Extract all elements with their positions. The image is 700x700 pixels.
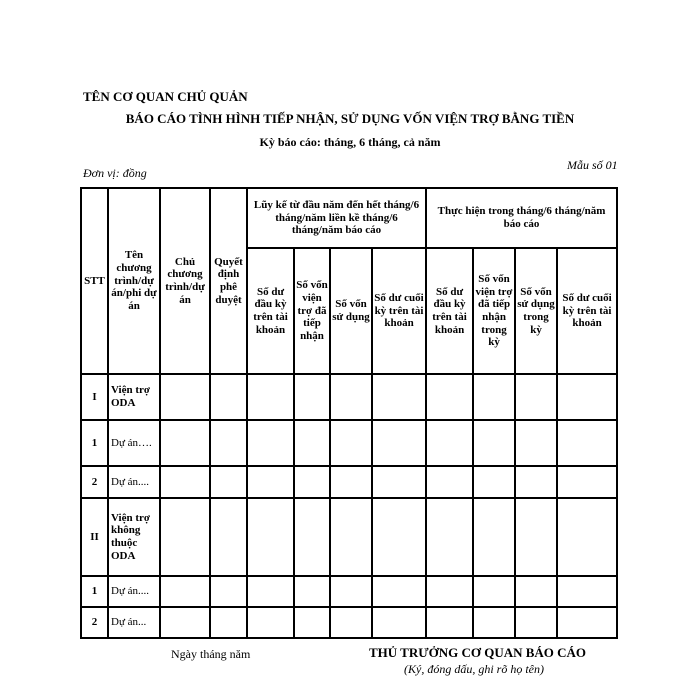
currency-unit: Đơn vị: đồng bbox=[83, 166, 147, 180]
row-stt: 1 bbox=[81, 420, 108, 466]
row-name: Dự án…. bbox=[108, 420, 160, 466]
col-program-name: Tên chương trình/dự án/phi dự án bbox=[108, 188, 160, 374]
col-per-closing-balance: Số dư cuối kỳ trên tài khoản bbox=[557, 248, 617, 374]
row-name: Dự án.... bbox=[108, 466, 160, 498]
col-per-opening-balance: Số dư đầu kỳ trên tài khoản bbox=[426, 248, 473, 374]
row-name: Dự án.... bbox=[108, 576, 160, 607]
row-stt: 2 bbox=[81, 466, 108, 498]
table-row bbox=[81, 374, 617, 420]
row-name: Viện trợ không thuộc ODA bbox=[108, 498, 160, 576]
table-row bbox=[81, 466, 617, 498]
report-date: Ngày tháng năm bbox=[171, 647, 251, 661]
report-table bbox=[80, 187, 618, 639]
row-stt: II bbox=[81, 498, 108, 576]
col-cum-opening-balance: Số dư đầu kỳ trên tài khoản bbox=[247, 248, 294, 374]
col-program-owner: Chủ chương trình/dự án bbox=[160, 188, 210, 374]
report-period: Kỳ báo cáo: tháng, 6 tháng, cả năm bbox=[259, 135, 441, 149]
form-number: Mẫu số 01 bbox=[567, 158, 618, 172]
row-stt: 1 bbox=[81, 576, 108, 607]
col-per-received: Số vốn viện trợ đã tiếp nhận trong kỳ bbox=[473, 248, 515, 374]
col-stt: STT bbox=[81, 188, 108, 374]
row-name: Viện trợ ODA bbox=[108, 374, 160, 420]
col-group-period: Thực hiện trong tháng/6 tháng/năm báo cáo bbox=[426, 188, 617, 248]
table-row bbox=[81, 420, 617, 466]
col-cum-used: Số vốn sử dụng bbox=[330, 248, 372, 374]
agency-name: TÊN CƠ QUAN CHỦ QUẢN bbox=[83, 89, 248, 104]
report-title: BÁO CÁO TÌNH HÌNH TIẾP NHẬN, SỬ DỤNG VỐN VIỆN TRỢ BẰNG TIỀN bbox=[125, 111, 575, 126]
table-row bbox=[81, 607, 617, 638]
header-row-1 bbox=[81, 188, 617, 248]
col-cum-closing-balance: Số dư cuối kỳ trên tài khoản bbox=[372, 248, 426, 374]
table-row bbox=[81, 498, 617, 576]
col-approval-decision: Quyết định phê duyệt bbox=[210, 188, 247, 374]
col-cum-received: Số vốn viện trợ đã tiếp nhận bbox=[294, 248, 330, 374]
signatory-instruction: (Ký, đóng dấu, ghi rõ họ tên) bbox=[404, 662, 544, 676]
col-per-used: Số vốn sử dụng trong kỳ bbox=[515, 248, 557, 374]
col-group-cumulative: Lũy kế từ đầu năm đến hết tháng/6 tháng/năm liền kề tháng/6 tháng/năm báo cáo bbox=[247, 188, 426, 248]
row-stt: I bbox=[81, 374, 108, 420]
signatory-title: THỦ TRƯỞNG CƠ QUAN BÁO CÁO bbox=[369, 645, 587, 660]
row-stt: 2 bbox=[81, 607, 108, 638]
table-row bbox=[81, 576, 617, 607]
row-name: Dự án... bbox=[108, 607, 160, 638]
